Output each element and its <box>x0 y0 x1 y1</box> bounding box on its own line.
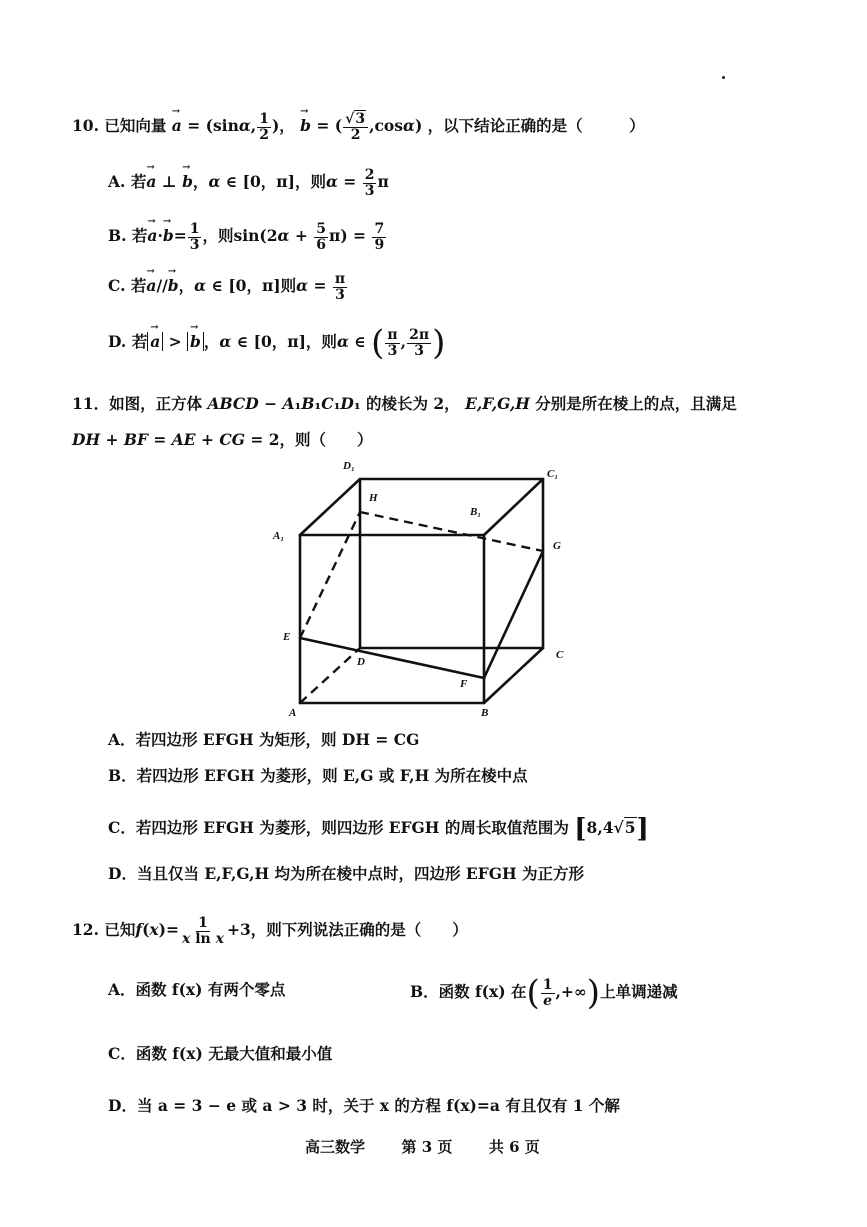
q11-option-d: D．当且仅当 E,F,G,H 均为所在棱中点时，四边形 EFGH 为正方形 <box>108 864 585 883</box>
dashed-h-g <box>360 512 543 551</box>
q12-option-d: D．当 a = 3 − e 或 a > 3 时，关于 x 的方程 f(x)=a 有且仅有 1 个解 <box>108 1096 620 1115</box>
label-e: E <box>283 631 291 643</box>
q11-option-c: C．若四边形 EFGH 为菱形，则四边形 EFGH 的周长取值范围为 [8,4√5] <box>108 814 649 844</box>
q11-condition: DH + BF = AE + CG = 2，则（ ） <box>72 430 373 449</box>
edge-b1-c1 <box>484 479 543 535</box>
q11-option-a: A．若四边形 EFGH 为矩形，则 DH = CG <box>108 730 420 749</box>
label-f: F <box>460 678 468 690</box>
q12-stem: 12. 已知f(x)= $\frac{1}{\text{x ln x}}$ +3，则下列说法正确的是（ ） <box>72 915 468 947</box>
q10-number: 10. <box>72 116 99 136</box>
edge-a1-d1 <box>300 479 360 535</box>
footer-total-pages: 共 6 页 <box>488 1138 540 1156</box>
dashed-a-d <box>300 648 360 703</box>
q10-option-b: B. 若→ a·→ b= $\frac{1}{3}$ ，则sin(2α + $\frac{5}{6}$ π) = $\frac{7}{9}$ <box>108 222 387 252</box>
q12-option-b: B．函数 f(x) 在( $\frac{1}{e}$ ,+∞)上单调递减 <box>410 973 678 1013</box>
q12-option-c: C．函数 f(x) 无最大值和最小值 <box>108 1044 333 1063</box>
q10-option-d: D. 若→ a > → b ，α ∈ [0，π]，则α ∈ ( $\frac{\pi}{3}$ , $\frac{2\pi}{3}$ ) <box>108 326 445 360</box>
label-g: G <box>553 540 561 552</box>
footer-subject: 高三数学 <box>305 1138 366 1156</box>
footer-page-number: 第 3 页 <box>401 1138 453 1156</box>
q10-option-c: C. 若→ a//→ b，α ∈ [0，π]则α = $\frac{\pi}{3}$ <box>108 272 348 302</box>
label-h: H <box>369 492 378 504</box>
q11-stem: 11．如图，正方体 ABCD − A₁B₁C₁D₁ 的棱长为 2， E,F,G,H 分别是所在棱上的点，且满足 <box>72 394 737 413</box>
q10-option-a: A. 若→ a ⊥ → b，α ∈ [0，π]，则α = $\frac{2}{3}$ π <box>108 168 389 198</box>
label-a: A <box>289 707 297 719</box>
label-b1: B₁ <box>470 506 482 518</box>
q12-option-a: A．函数 f(x) 有两个零点 <box>108 980 286 999</box>
label-c: C <box>556 649 564 661</box>
label-b: B <box>481 707 489 719</box>
label-a1: A₁ <box>273 530 285 542</box>
segment-e-f <box>300 638 484 678</box>
page-footer <box>305 1140 540 1155</box>
q12-number: 12. <box>72 920 99 940</box>
q11-number: 11． <box>72 394 110 413</box>
q10-stem: 10. 已知向量 → a = (sinα, $\frac{1}{2}$ )， → b = ( $\frac{√3}{2}$ ,cosα) ，以下结论正确的是（ ） <box>72 112 645 142</box>
dashed-e-h <box>300 512 360 638</box>
label-c1: C₁ <box>547 468 559 480</box>
segment-f-g <box>484 551 543 678</box>
q11-option-b: B．若四边形 EFGH 为菱形，则 E,G 或 F,H 为所在棱中点 <box>108 766 528 785</box>
label-d: D <box>357 656 365 668</box>
label-d1: D₁ <box>343 460 355 472</box>
